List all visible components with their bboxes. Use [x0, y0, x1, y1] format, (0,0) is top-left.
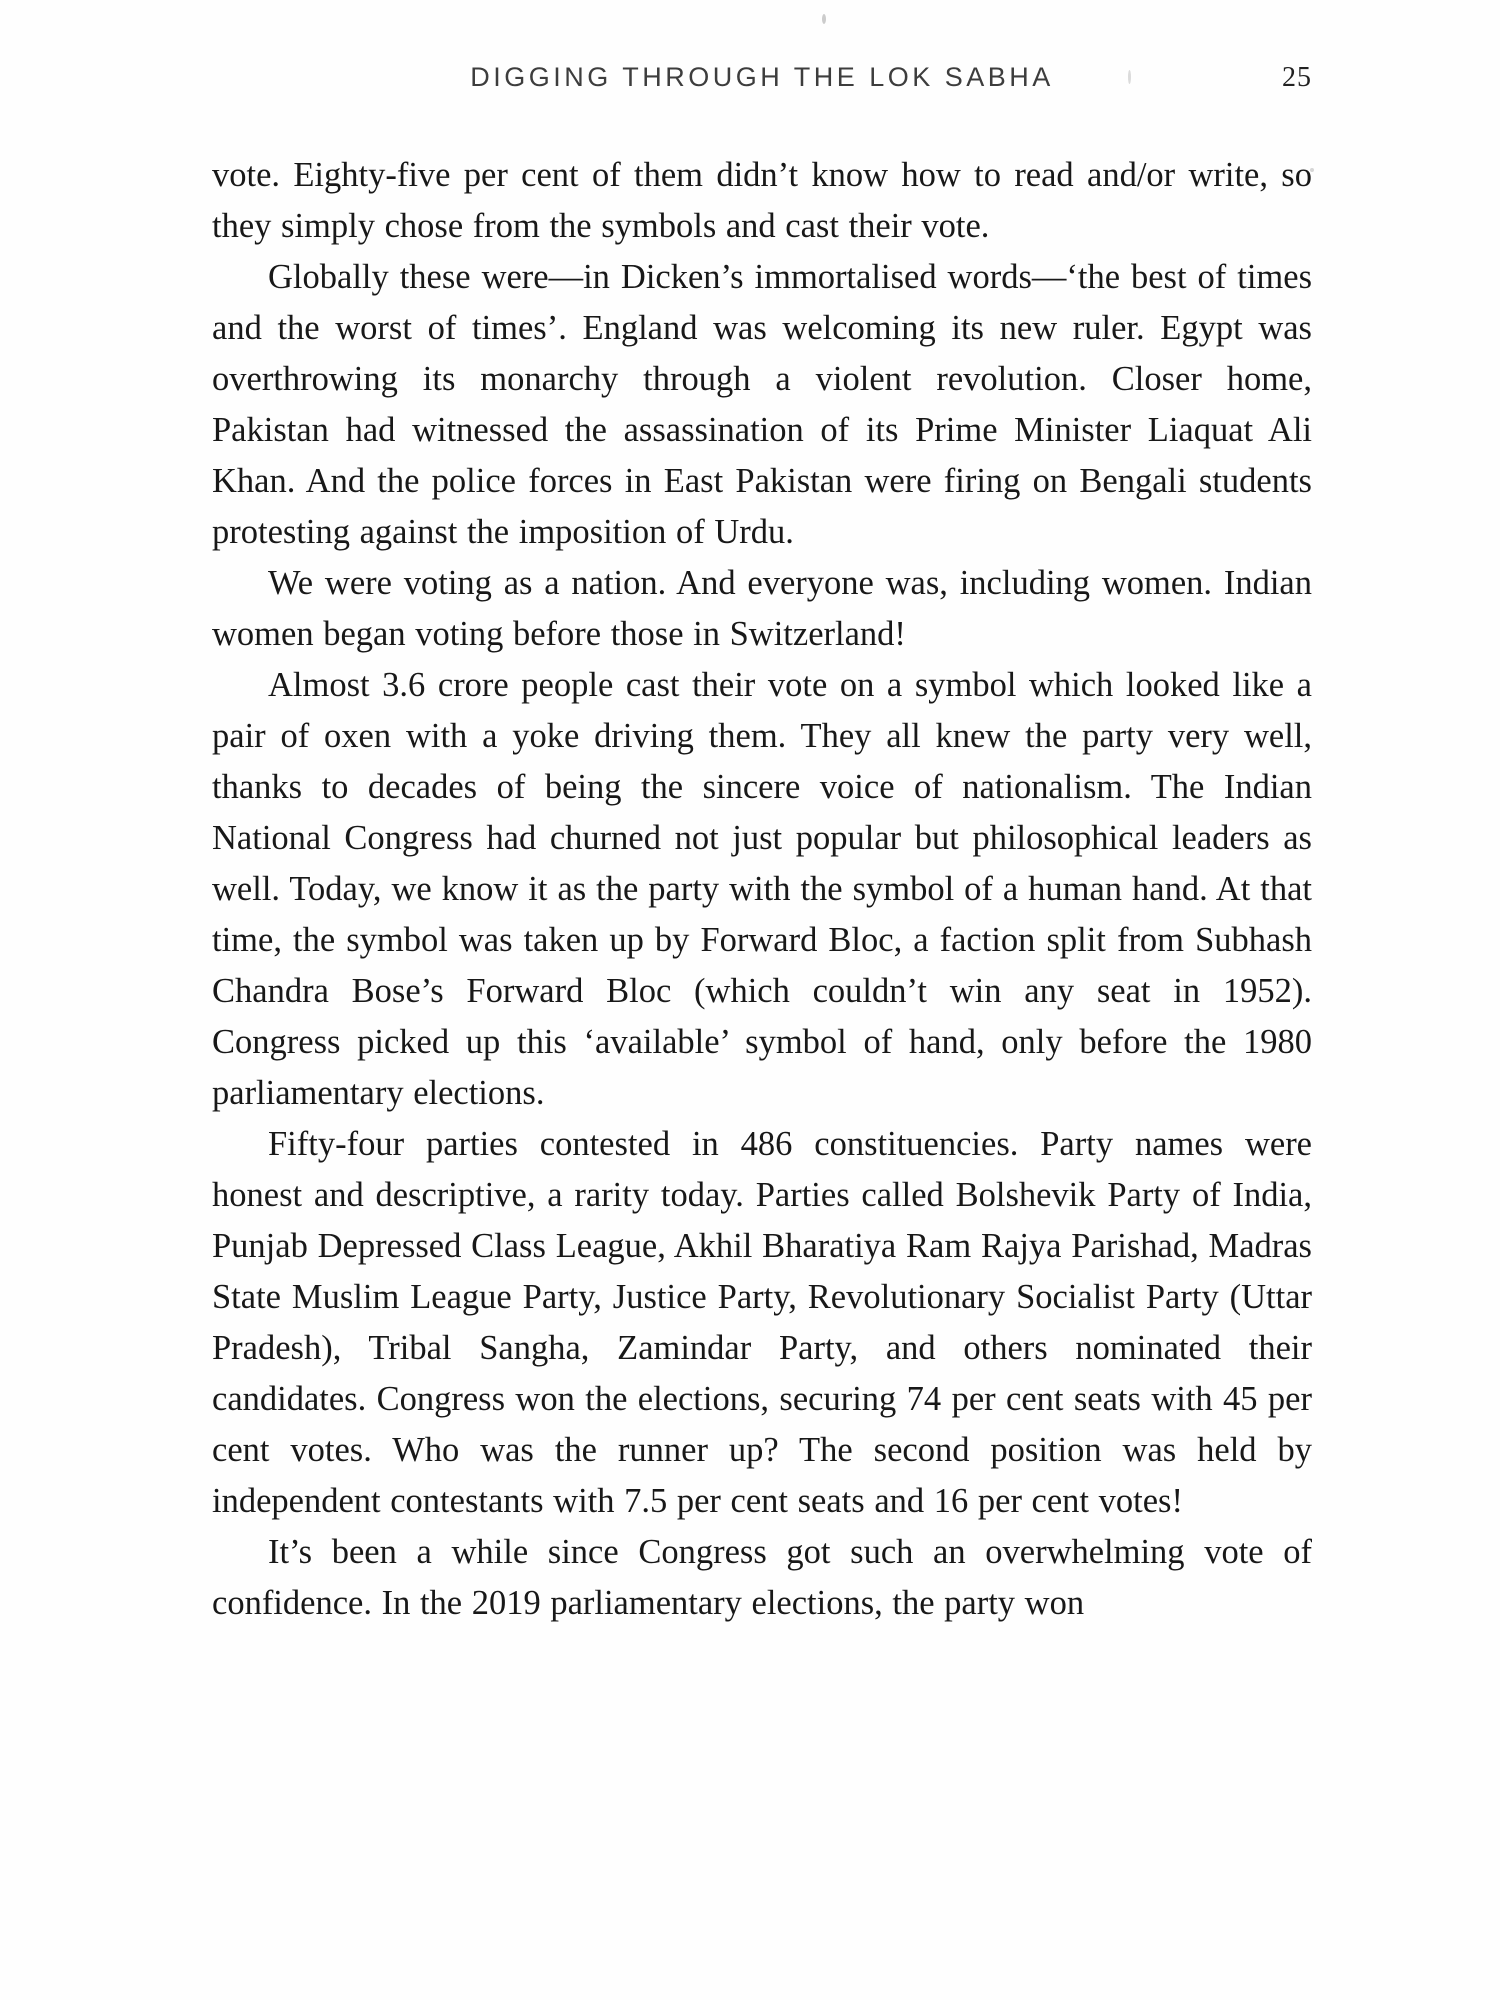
body-paragraph: Almost 3.6 crore people cast their vote on a symbol which looked like a pair of oxen with a yoke driving them. They all knew the party very well, thanks to decades of being the sincere voice of nationalism. The Indian National Congress had churned not just popular but philosophical leaders as well. Today, we know it as the party with the symbol of a human hand. At that time, the symbol was taken up by Forward Bloc, a faction split from Subhash Chandra Bose’s Forward Bloc (which couldn’t win any seat in 1952). Congress picked up this ‘available’ symbol of hand, only before the 1980 parliamentary elections. [212, 666, 1312, 1112]
chapter-title: DIGGING THROUGH THE LOK SABHA [470, 62, 1054, 92]
body-paragraph: It’s been a while since Congress got such an overwhelming vote of confidence. In the 2019 parliamentary elections, the party won [212, 1533, 1312, 1622]
page-number: 25 [1282, 62, 1312, 93]
page-body [212, 150, 1312, 1629]
body-paragraph: Fifty-four parties contested in 486 constituencies. Party names were honest and descriptive, a rarity today. Parties called Bolshevik Party of India, Punjab Depressed Class League, Akhil Bharatiya Ram Rajya Parishad, Madras State Muslim League Party, Justice Party, Revolutionary Socialist Party (Uttar Pradesh), Tribal Sangha, Zamindar Party, and others nominated their candidates. Congress won the elections, securing 74 per cent seats with 45 per cent votes. Who was the runner up? The second position was held by independent contestants with 7.5 per cent seats and 16 per cent votes! [212, 1125, 1312, 1520]
running-header [212, 62, 1312, 94]
body-paragraph: Globally these were—in Dicken’s immortalised words—‘the best of times and the worst of times’. England was welcoming its new ruler. Egypt was overthrowing its monarchy through a violent revolution. Closer home, Pakistan had witnessed the assassination of its Prime Minister Liaquat Ali Khan. And the police forces in East Pakistan were firing on Bengali students protesting against the imposition of Urdu. [212, 258, 1312, 551]
body-paragraph: vote. Eighty-five per cent of them didn’t know how to read and/or write, so they simply chose from the symbols and cast their vote. [212, 156, 1312, 245]
body-paragraph: We were voting as a nation. And everyone was, including women. Indian women began voting before those in Switzerland! [212, 564, 1312, 653]
scan-speck [822, 14, 826, 24]
